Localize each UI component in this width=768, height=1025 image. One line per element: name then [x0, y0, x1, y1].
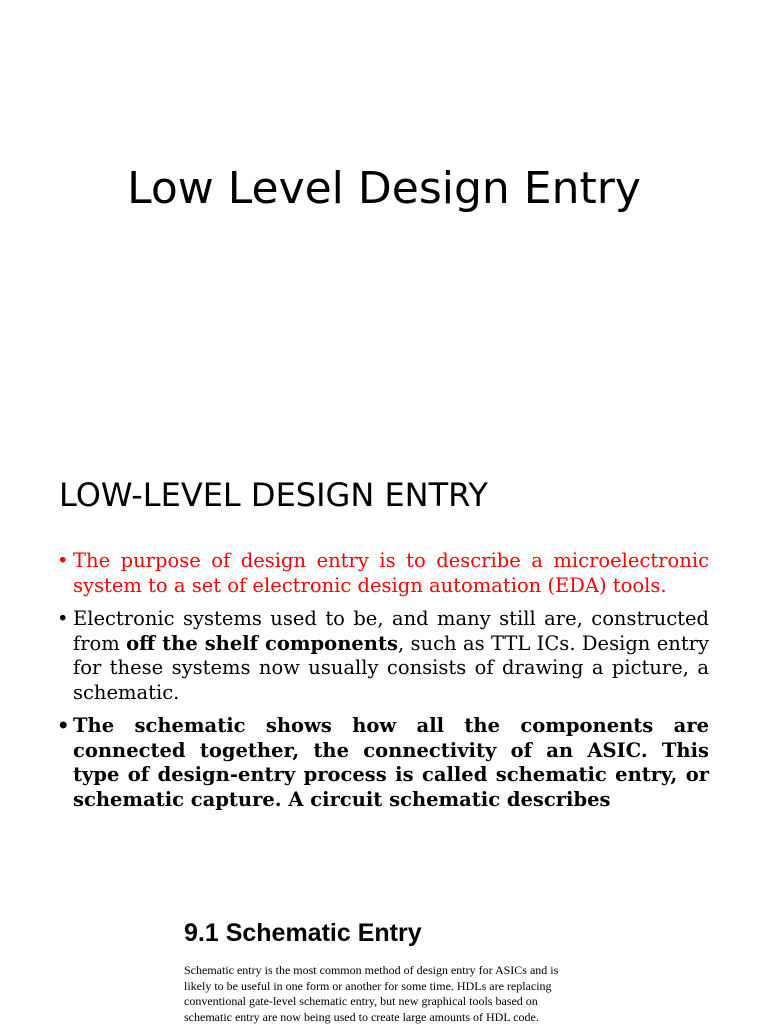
bullet-item-schematic — [57, 714, 709, 812]
book-section-body: Schematic entry is the most common method of design entry for ASICs and is likely to be useful in one form or another for some time. HDLs are replacing conventional gate-level schematic entry, but new graphical tools based on schematic entry are now being used to create large amounts of HDL code. — [184, 963, 559, 1024]
bullet-bold-text: off the shelf components — [126, 631, 398, 655]
bullet-text: The purpose of design entry is to describe a microelectronic system to a set of electronic design automation (EDA) tools. — [73, 549, 709, 597]
bullet-item-electronic-systems — [57, 607, 709, 705]
bullet-text-continued: , such as TTL ICs. Design entry for these systems now usually consists of drawing a picture, a schematic. — [73, 631, 710, 704]
bullet-text: Electronic systems used to be, and many still are, constructed from — [73, 607, 709, 655]
bullet-text: The schematic shows how all the components are connected together, the connectivity of an ASIC. This type of design-entry process is called schematic entry, or schematic capture. A circuit schematic describes — [73, 714, 709, 811]
slide-title: Low Level Design Entry — [127, 163, 641, 214]
bullet-item-purpose — [57, 549, 709, 598]
bullet-list — [57, 549, 709, 821]
bullet-marker: • — [57, 714, 70, 737]
bullet-marker: • — [57, 549, 69, 572]
bullet-marker: • — [57, 607, 69, 630]
book-section-title: 9.1 Schematic Entry — [184, 919, 422, 947]
section-heading: LOW-LEVEL DESIGN ENTRY — [59, 476, 488, 514]
